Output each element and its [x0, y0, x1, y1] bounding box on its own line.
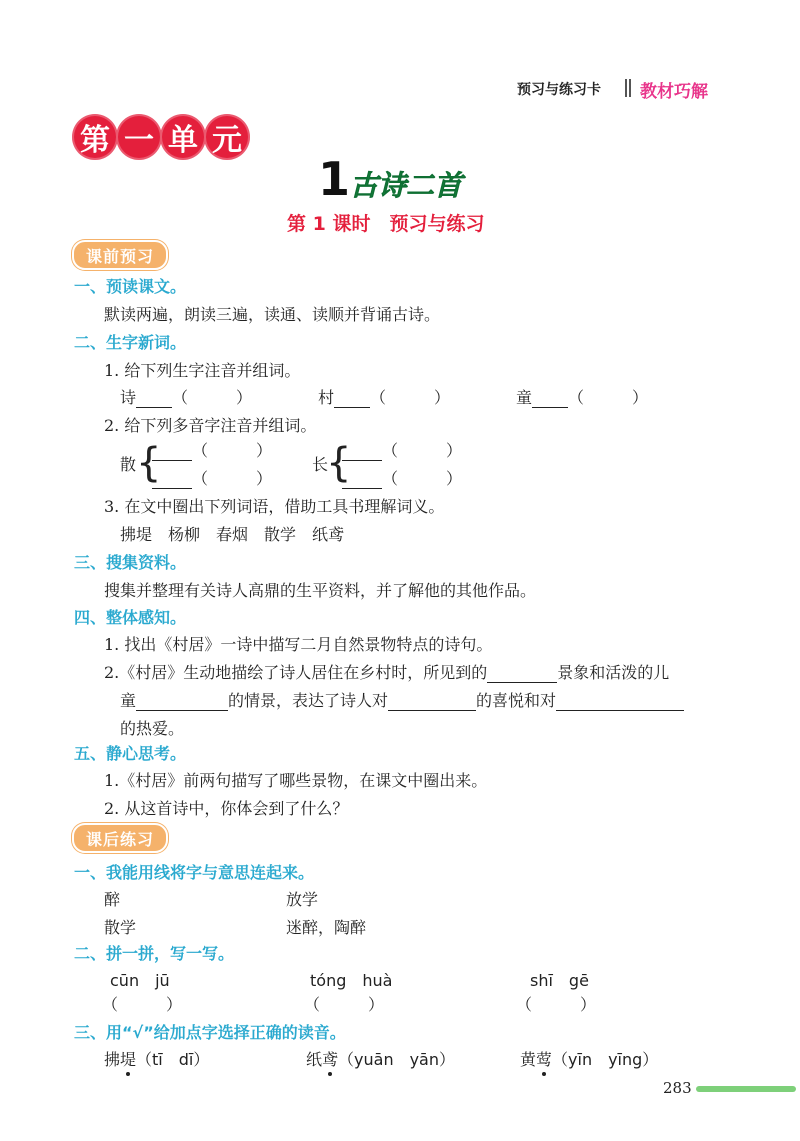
reading-options: （yuān yān）: [338, 1050, 456, 1069]
section-title-match: 一、我能用线将字与意思连起来。: [74, 863, 315, 882]
pinyin-blank[interactable]: [342, 444, 382, 461]
polyphone-san-row1: （ ）: [152, 438, 272, 461]
dotted-char: 莺: [536, 1050, 553, 1069]
polyphone-char-chang: 长: [312, 455, 329, 474]
match-left-1[interactable]: 醉: [104, 890, 121, 909]
polyphone-chang-row1: （ ）: [342, 438, 462, 461]
lesson-number: 1: [318, 152, 351, 206]
pinyin-tonghua: tóng huà: [310, 971, 393, 990]
pronunciation-item-2[interactable]: [306, 1047, 455, 1070]
section-title-pinyin-write: 二、拼一拼，写一写。: [74, 944, 235, 963]
write-box-2[interactable]: （ ）: [304, 995, 385, 1014]
char-tong: 童: [516, 388, 533, 407]
pinyin-cunju: cūn jū: [110, 971, 170, 990]
match-left-2[interactable]: 散学: [104, 918, 137, 937]
pinyin-blank[interactable]: [532, 391, 568, 408]
unit-char-3: 单: [160, 114, 206, 160]
brace-icon: {: [136, 440, 162, 486]
page-number: 283: [663, 1079, 692, 1097]
dotted-char: 鸢: [322, 1050, 339, 1069]
char-shi: 诗: [120, 388, 137, 407]
char-cun: 村: [318, 388, 335, 407]
word-char: 黄: [520, 1050, 537, 1069]
word-char: 拂: [104, 1050, 121, 1069]
header-series-label: 预习与练习卡: [517, 82, 601, 98]
answer-blank[interactable]: [388, 694, 476, 711]
pinyin-blank[interactable]: [334, 391, 370, 408]
section-title-pronunciation: 三、用“√”给加点字选择正确的读音。: [74, 1023, 346, 1042]
annotate-row-cun: 村 （ ）: [318, 388, 451, 407]
unit-char-2: 一: [116, 114, 162, 160]
unit-char-4: 元: [204, 114, 250, 160]
overview-q2-line1: [104, 660, 669, 683]
section-title-reflect: 五、静心思考。: [74, 744, 187, 763]
polyphone-char-san: 散: [120, 455, 137, 474]
unit-char-1: 第: [72, 114, 118, 160]
header-divider-2: [629, 79, 631, 97]
new-words-q1: 1. 给下列生字注音并组词。: [104, 361, 301, 380]
answer-blank[interactable]: [556, 694, 684, 711]
new-words-q3: 3. 在文中圈出下列词语，借助工具书理解词义。: [104, 497, 445, 516]
section-title-new-words: 二、生字新词。: [74, 333, 187, 352]
pinyin-blank[interactable]: [152, 444, 192, 461]
match-right-1[interactable]: 放学: [286, 890, 319, 909]
lesson-title: 古诗二首: [350, 169, 463, 202]
overview-q2-text-a: 2.《村居》生动地描绘了诗人居住在乡村时，所见到的: [104, 663, 488, 682]
overview-q2-text-b: 景象和活泼的儿: [557, 663, 670, 682]
overview-q2-text-e: 的喜悦和对: [476, 691, 557, 710]
overview-q2-line2: [120, 688, 684, 711]
pinyin-shige: shī gē: [530, 971, 589, 990]
pinyin-blank[interactable]: [152, 472, 192, 489]
section-title-preread: 一、预读课文。: [74, 277, 187, 296]
reflect-q1: 1.《村居》前两句描写了哪些景物，在课文中圈出来。: [104, 771, 488, 790]
overview-q2-text-c: 童: [120, 691, 137, 710]
pinyin-blank[interactable]: [342, 472, 382, 489]
tag-after-class: 课后练习: [72, 823, 168, 853]
pronunciation-item-1[interactable]: [104, 1047, 209, 1070]
header-brand-label: 教材巧解: [640, 82, 708, 102]
annotate-row-shi: 诗 （ ）: [120, 388, 253, 407]
section-title-research: 三、搜集资料。: [74, 553, 187, 572]
section-title-overview: 四、整体感知。: [74, 608, 187, 627]
reading-options: （yīn yīng）: [552, 1050, 659, 1069]
preread-instruction: 默读两遍，朗读三遍，读通、读顺并背诵古诗。: [104, 305, 441, 324]
polyphone-chang-row2: （ ）: [342, 466, 462, 489]
write-box-1[interactable]: （ ）: [102, 995, 183, 1014]
brace-icon: {: [326, 440, 352, 486]
tag-before-class: 课前预习: [72, 240, 168, 270]
match-right-2[interactable]: 迷醉，陶醉: [286, 918, 367, 937]
vocab-list: 拂堤 杨柳 春烟 散学 纸鸢: [120, 525, 345, 544]
annotate-row-tong: 童 （ ）: [516, 388, 649, 407]
pronunciation-item-3[interactable]: [520, 1047, 658, 1070]
polyphone-san-row2: （ ）: [152, 466, 272, 489]
overview-q1: 1. 找出《村居》一诗中描写二月自然景物特点的诗句。: [104, 635, 493, 654]
header-divider: [625, 79, 627, 97]
answer-blank[interactable]: [136, 694, 228, 711]
reading-options: （tī dī）: [136, 1050, 210, 1069]
overview-q2-text-d: 的情景，表达了诗人对: [228, 691, 389, 710]
period-title: 第 1 课时 预习与练习: [287, 213, 485, 235]
reflect-q2: 2. 从这首诗中，你体会到了什么？: [104, 799, 349, 818]
dotted-char: 堤: [120, 1050, 137, 1069]
overview-q2-line3: 的热爱。: [120, 719, 185, 738]
write-box-3[interactable]: （ ）: [516, 995, 597, 1014]
word-char: 纸: [306, 1050, 323, 1069]
pinyin-blank[interactable]: [136, 391, 172, 408]
new-words-q2: 2. 给下列多音字注音并组词。: [104, 416, 317, 435]
answer-blank[interactable]: [487, 666, 557, 683]
research-instruction: 搜集并整理有关诗人高鼎的生平资料，并了解他的其他作品。: [104, 581, 537, 600]
page-accent-bar: [696, 1086, 796, 1092]
